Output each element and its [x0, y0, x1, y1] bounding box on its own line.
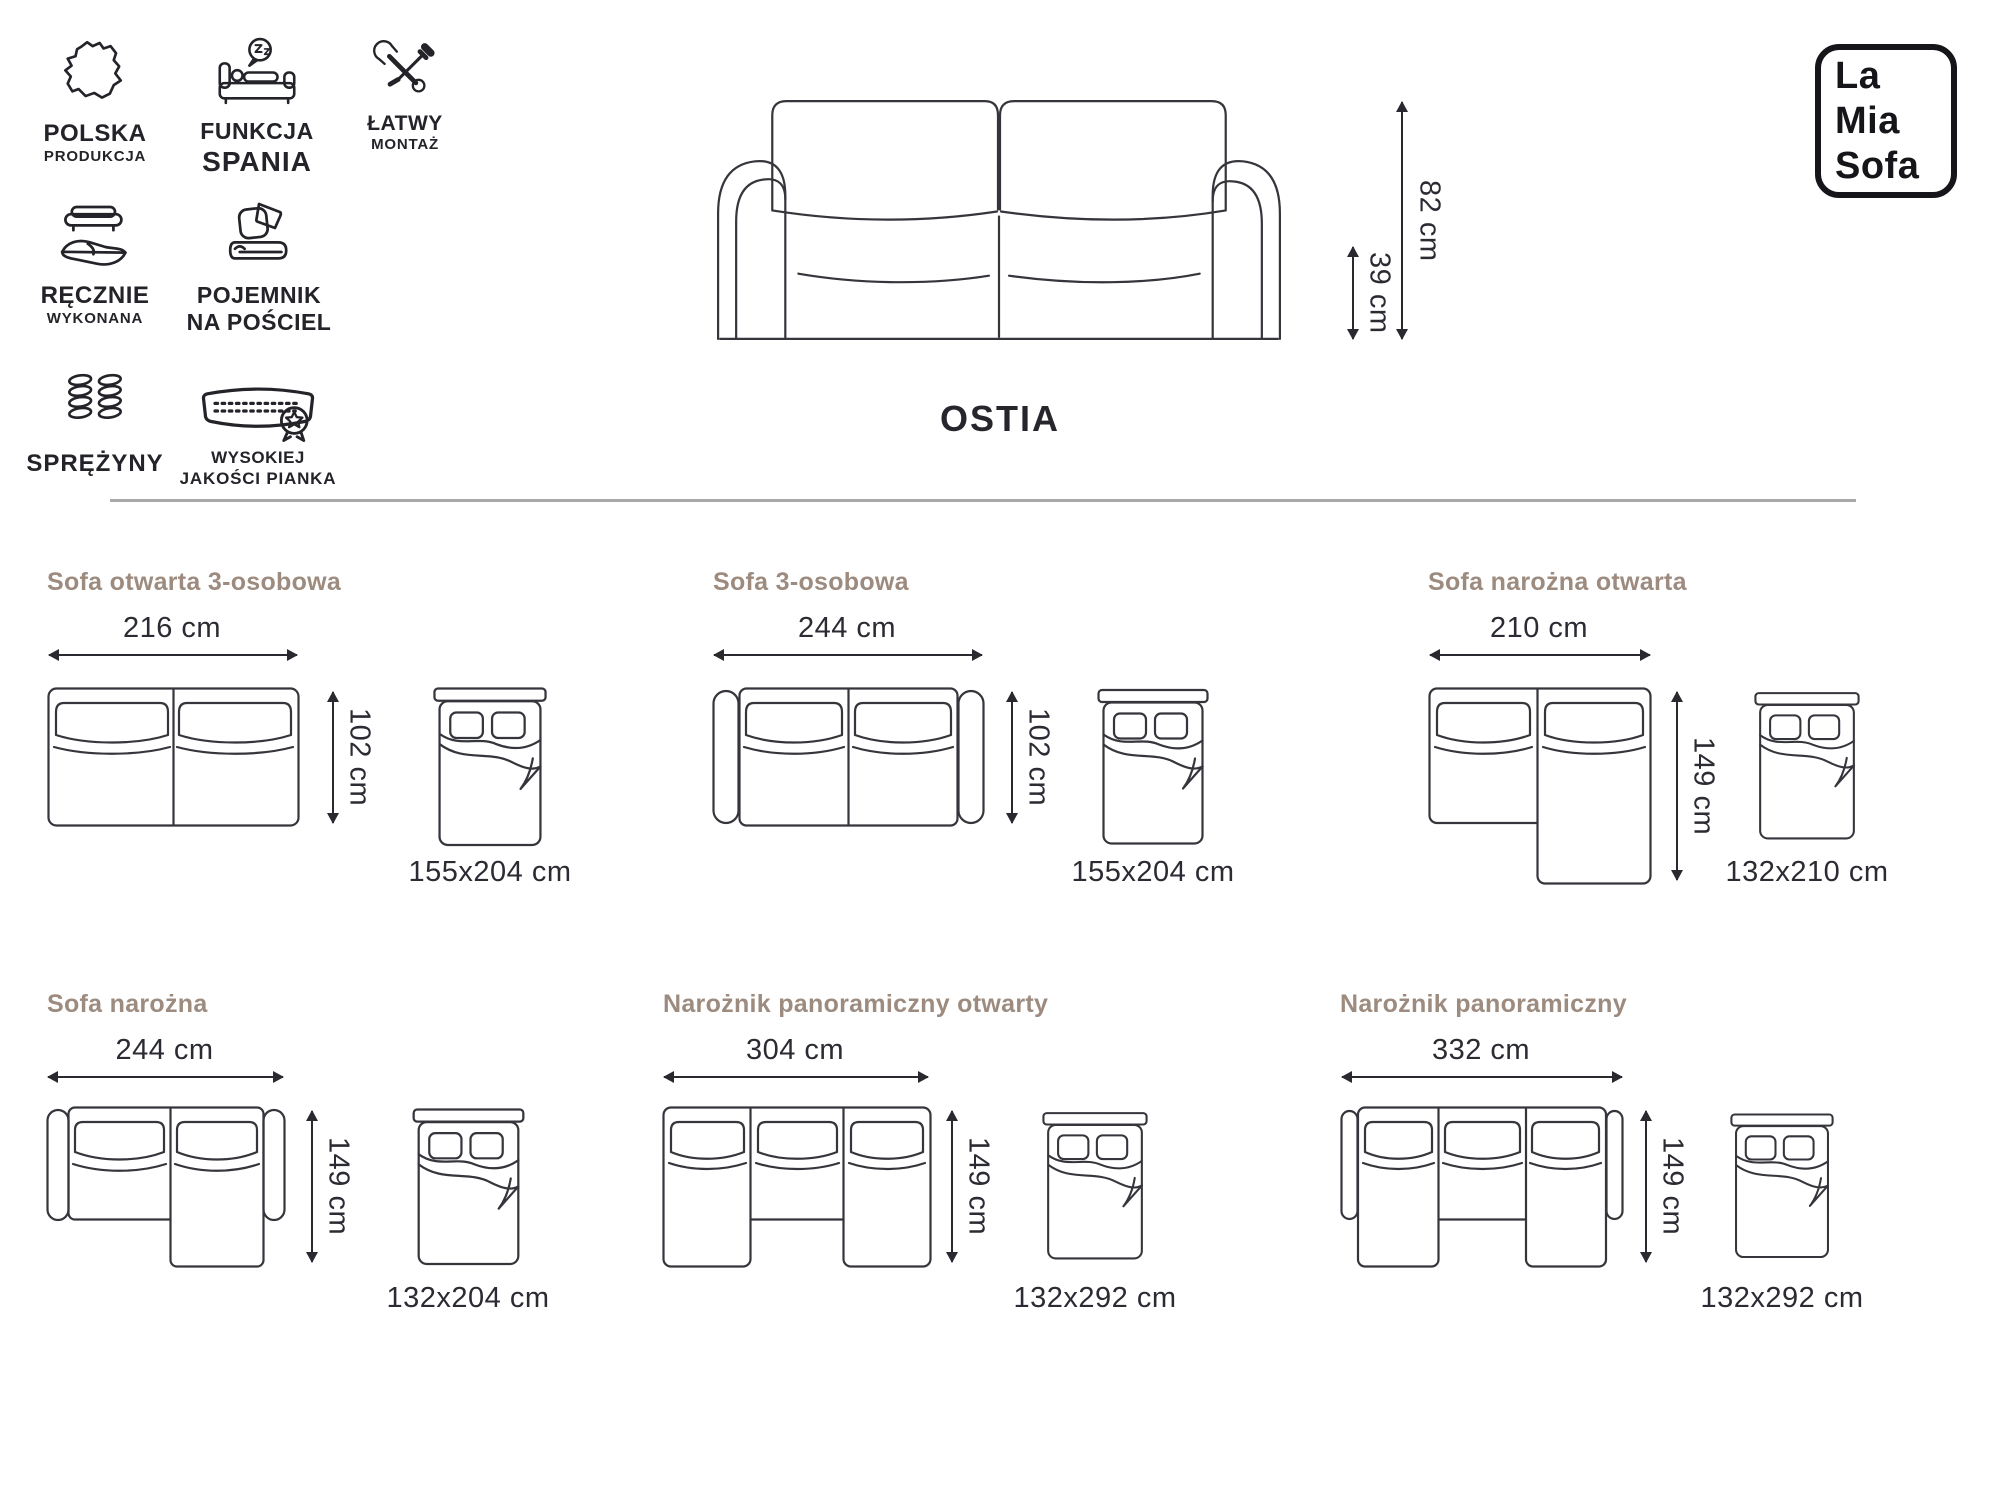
feature-pojemnik-na-posciel	[180, 196, 338, 337]
sleep-function-icon	[178, 36, 336, 112]
sofa-top-view-drawing	[662, 1106, 932, 1268]
config-title: Sofa narożna	[47, 990, 208, 1018]
config-depth-label: 149 cm	[962, 1137, 995, 1236]
sofa-top-view-drawing	[1340, 1106, 1624, 1268]
brand-logo-line: La	[1835, 55, 1881, 97]
config-width-label: 332 cm	[1431, 1034, 1531, 1066]
section-divider	[110, 499, 1856, 502]
feature-wysokiej-jakosci-pianka	[176, 380, 340, 489]
bed-size-label: 155x204 cm	[408, 856, 572, 888]
config-depth-label: 102 cm	[1022, 708, 1055, 807]
sofa-top-view-drawing	[47, 687, 300, 827]
width-arrow	[1342, 1076, 1622, 1078]
width-arrow	[1430, 654, 1650, 656]
config-width-label: 244 cm	[115, 1034, 214, 1066]
config-width-label: 304 cm	[745, 1034, 845, 1066]
feature-label: WYSOKIEJ	[211, 448, 305, 467]
feature-label: RĘCZNIE	[40, 282, 150, 309]
feature-label: ŁATWY	[367, 112, 443, 135]
product-name: OSTIA	[939, 398, 1060, 439]
total-height-label: 82 cm	[1413, 179, 1446, 262]
config-width-label: 216 cm	[122, 612, 222, 644]
feature-sublabel: PRODUKCJA	[43, 147, 147, 165]
feature-latwy-montaz	[342, 38, 468, 155]
width-arrow	[49, 654, 297, 656]
feature-sublabel: NA POŚCIEL	[186, 309, 332, 336]
feature-polska-produkcja	[20, 36, 170, 166]
bed-top-view-icon	[1754, 687, 1860, 845]
config-depth-label: 149 cm	[322, 1137, 355, 1236]
config-panel-sofa-narozna-otwarta	[1420, 568, 1980, 913]
config-panel-sofa-narozna	[40, 990, 640, 1335]
feature-sprezyny	[20, 366, 170, 478]
depth-arrow	[951, 1111, 953, 1262]
springs-icon	[20, 366, 170, 444]
bed-size-label: 132x292 cm	[1700, 1282, 1864, 1314]
feature-label: SPRĘŻYNY	[26, 450, 164, 477]
feature-sublabel: MONTAŻ	[371, 136, 439, 154]
config-depth-label: 102 cm	[343, 708, 376, 807]
config-panel-sofa-3-osobowa	[705, 568, 1305, 913]
config-title: Narożnik panoramiczny	[1340, 990, 1627, 1018]
feature-sublabel: WYKONANA	[46, 309, 144, 327]
config-depth-label: 149 cm	[1656, 1137, 1689, 1236]
feature-label: FUNKCJA	[200, 118, 314, 144]
brand-logo-line: Sofa	[1835, 145, 1920, 187]
bed-size-label: 132x210 cm	[1725, 856, 1889, 888]
sofa-top-view-drawing	[1428, 687, 1652, 885]
config-title: Sofa otwarta 3-osobowa	[47, 568, 342, 596]
config-width-label: 244 cm	[797, 612, 897, 644]
depth-arrow	[1011, 692, 1013, 823]
bed-size-label: 132x204 cm	[386, 1282, 550, 1314]
width-arrow	[48, 1076, 283, 1078]
width-arrow	[714, 654, 982, 656]
bed-top-view-icon	[1097, 687, 1209, 847]
depth-arrow	[1676, 692, 1678, 880]
seat-height-label: 39 cm	[1363, 252, 1396, 334]
config-depth-label: 149 cm	[1687, 736, 1720, 836]
depth-arrow	[311, 1111, 313, 1262]
config-title: Sofa narożna otwarta	[1428, 568, 1687, 596]
foam-quality-icon	[176, 380, 340, 442]
bedding-storage-icon	[180, 196, 338, 276]
bed-top-view-icon	[432, 687, 548, 847]
width-arrow	[664, 1076, 928, 1078]
bed-top-view-icon	[1042, 1108, 1148, 1264]
feature-label: POJEMNIK	[196, 282, 322, 308]
feature-funkcja-spania	[178, 36, 336, 179]
tools-icon	[342, 38, 468, 106]
config-panel-naroznik-panoramiczny-otwarty	[655, 990, 1275, 1335]
feature-recznie-wykonana	[20, 202, 170, 328]
config-panel-sofa-otwarta-3-osobowa	[40, 568, 640, 913]
poland-map-icon	[20, 36, 170, 114]
config-title: Narożnik panoramiczny otwarty	[663, 990, 1049, 1018]
bed-size-label: 155x204 cm	[1071, 856, 1235, 888]
sofa-top-view-drawing	[46, 1106, 286, 1268]
config-title: Sofa 3-osobowa	[713, 568, 909, 596]
seat-height-arrow	[1352, 247, 1354, 339]
feature-label: POLSKA	[43, 120, 147, 147]
bed-top-view-icon	[1730, 1108, 1834, 1264]
bed-top-view-icon	[412, 1108, 525, 1266]
config-width-label: 210 cm	[1489, 612, 1589, 644]
bed-size-label: 132x292 cm	[1013, 1282, 1177, 1314]
feature-sublabel: SPANIA	[202, 146, 312, 178]
handmade-icon	[20, 202, 170, 276]
sofa-front-view-drawing	[688, 96, 1310, 344]
brand-logo	[1815, 44, 1957, 198]
depth-arrow	[332, 692, 334, 823]
config-panel-naroznik-panoramiczny	[1335, 990, 1980, 1335]
total-height-arrow	[1401, 102, 1403, 339]
depth-arrow	[1645, 1111, 1647, 1262]
sofa-top-view-drawing	[712, 687, 985, 827]
feature-sublabel: JAKOŚCI PIANKA	[179, 468, 337, 488]
brand-logo-line: Mia	[1835, 100, 1900, 142]
